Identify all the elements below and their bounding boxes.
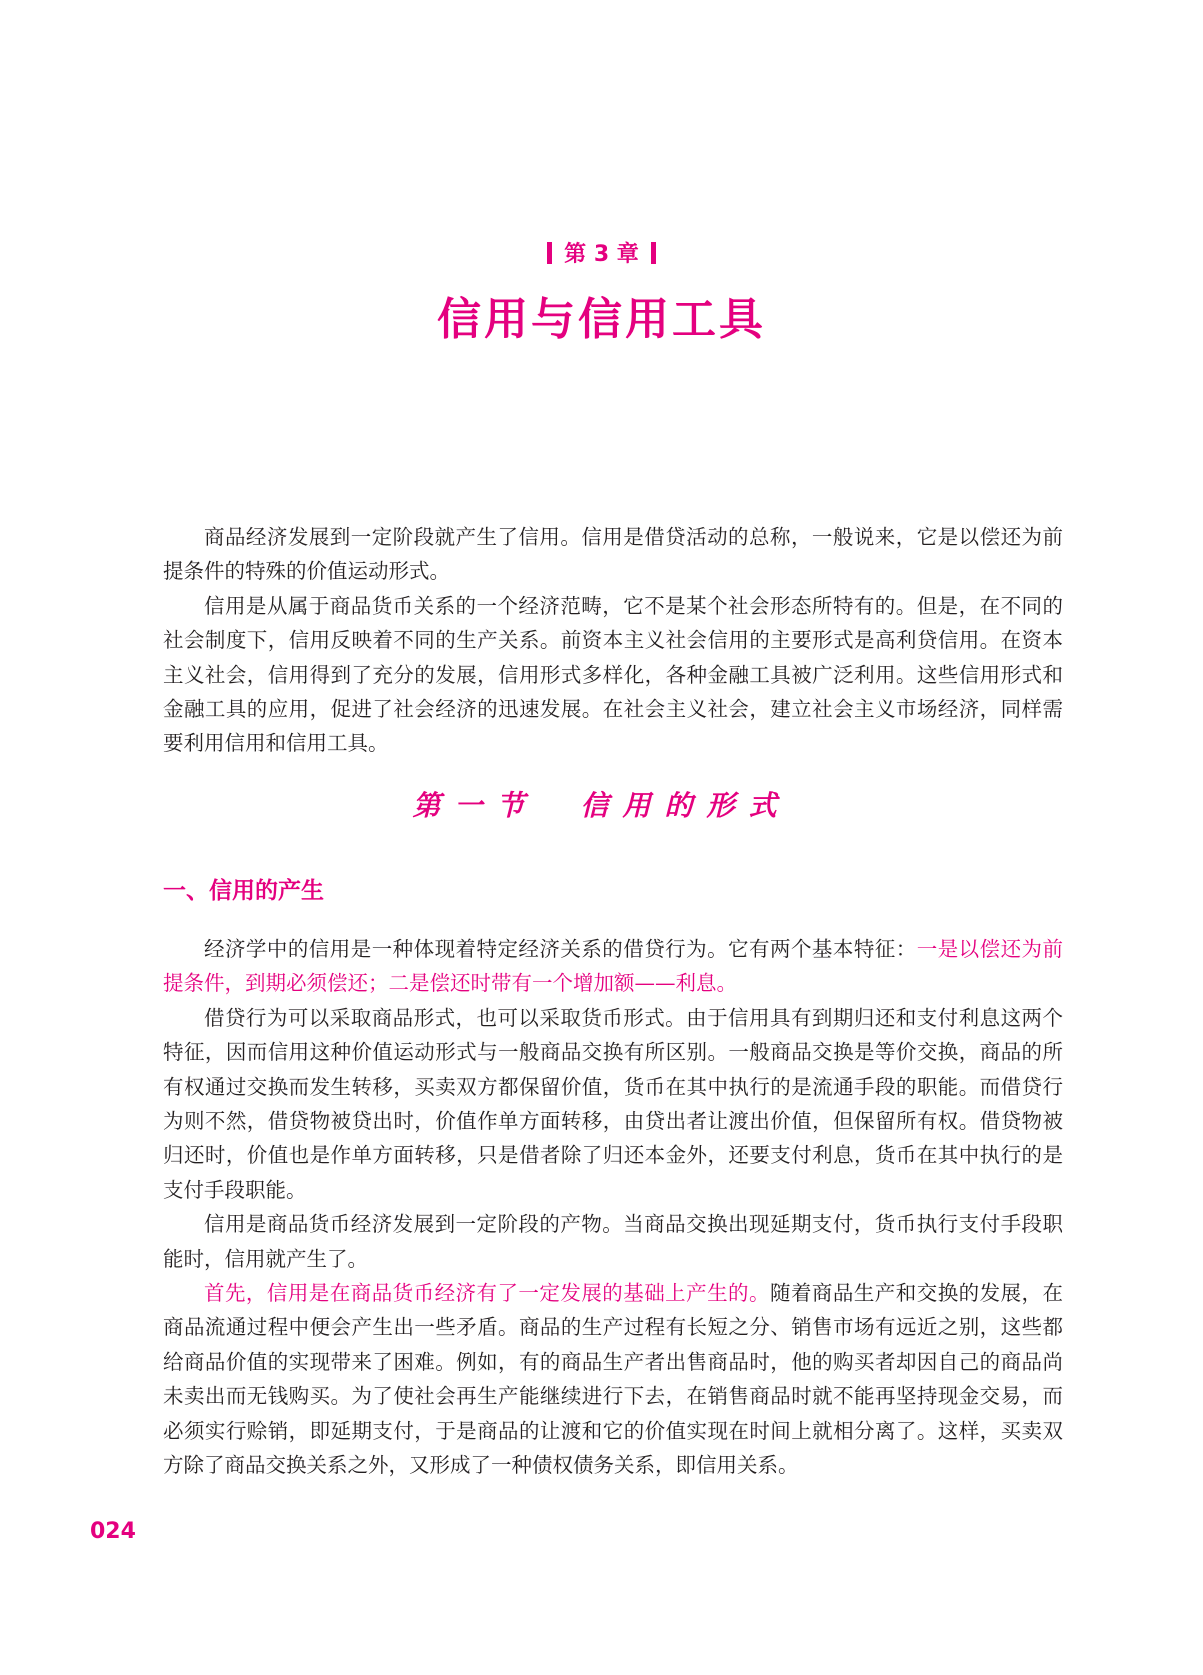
body-paragraph-1-highlight: 一是以偿还为前提条件，到期必须偿还；二是偿还时带有一个增加额——利息。 <box>163 937 1064 996</box>
page-number: 024 <box>90 1519 136 1544</box>
body-paragraph-1-text: 经济学中的信用是一种体现着特定经济关系的借贷行为。它有两个基本特征： <box>204 937 917 961</box>
chapter-bar-right <box>651 242 656 264</box>
body-paragraph-2: 借贷行为可以采取商品形式，也可以采取货币形式。由于信用具有到期归还和支付利息这两个特征，因而信用这种价值运动形式与一般商品交换有所区别。一般商品交换是等价交换，商品的所有权通过交换而发生转移，买卖双方都保留价值，货币在其中执行的是流通手段的职能。而借贷行为则不然，借贷物被贷出时，价值作单方面转移，由贷出者让渡出价值，但保留所有权。借贷物被归还时，价值也是作单方面转移，只是借者除了归还本金外，还要支付利息，货币在其中执行的是支付手段职能。 <box>163 1005 1063 1202</box>
body-paragraph-4-text: 随着商品生产和交换的发展，在商品流通过程中便会产生出一些矛盾。商品的生产过程有长短之分、销售市场有远近之别，这些都给商品价值的实现带来了困难。例如，有的商品生产者出售商品时，他的购买者却因自己的商品尚未卖出而无钱购买。为了使社会再生产能继续进行下去，在销售商品时就不能再坚持现金交易，而必须实行赊销，即延期支付，于是商品的让渡和它的价值实现在时间上就相分离了。这样，买卖双方除了商品交换关系之外，又形成了一种债权债务关系，即信用关系。 <box>163 1281 1064 1478</box>
body-text <box>163 932 1063 1483</box>
chapter-number: 第 3 章 <box>564 242 639 267</box>
chapter-bar-left <box>547 242 552 264</box>
body-paragraph-3: 信用是商品货币经济发展到一定阶段的产物。当商品交换出现延期支付，货币执行支付手段职能时，信用就产生了。 <box>163 1212 1063 1271</box>
body-paragraph-4-highlight: 首先，信用是在商品货币经济有了一定发展的基础上产生的。 <box>204 1281 770 1306</box>
section-title: 第一节 信用的形式 <box>412 789 791 822</box>
chapter-label <box>0 240 1203 270</box>
intro-text <box>163 520 1063 761</box>
subsection-title: 一、信用的产生 <box>163 878 324 904</box>
body-paragraph-1 <box>163 932 1063 1001</box>
intro-paragraph-2: 信用是从属于商品货币关系的一个经济范畴，它不是某个社会形态所特有的。但是，在不同的社会制度下，信用反映着不同的生产关系。前资本主义社会信用的主要形式是高利贷信用。在资本主义社会，信用得到了充分的发展，信用形式多样化，各种金融工具被广泛利用。这些信用形式和金融工具的应用，促进了社会经济的迅速发展。在社会主义社会，建立社会主义市场经济，同样需要利用信用和信用工具。 <box>163 593 1063 756</box>
intro-paragraph-1: 商品经济发展到一定阶段就产生了信用。信用是借贷活动的总称，一般说来，它是以偿还为前提条件的特殊的价值运动形式。 <box>163 525 1063 584</box>
chapter-title: 信用与信用工具 <box>437 294 766 345</box>
body-paragraph-4 <box>163 1276 1063 1482</box>
